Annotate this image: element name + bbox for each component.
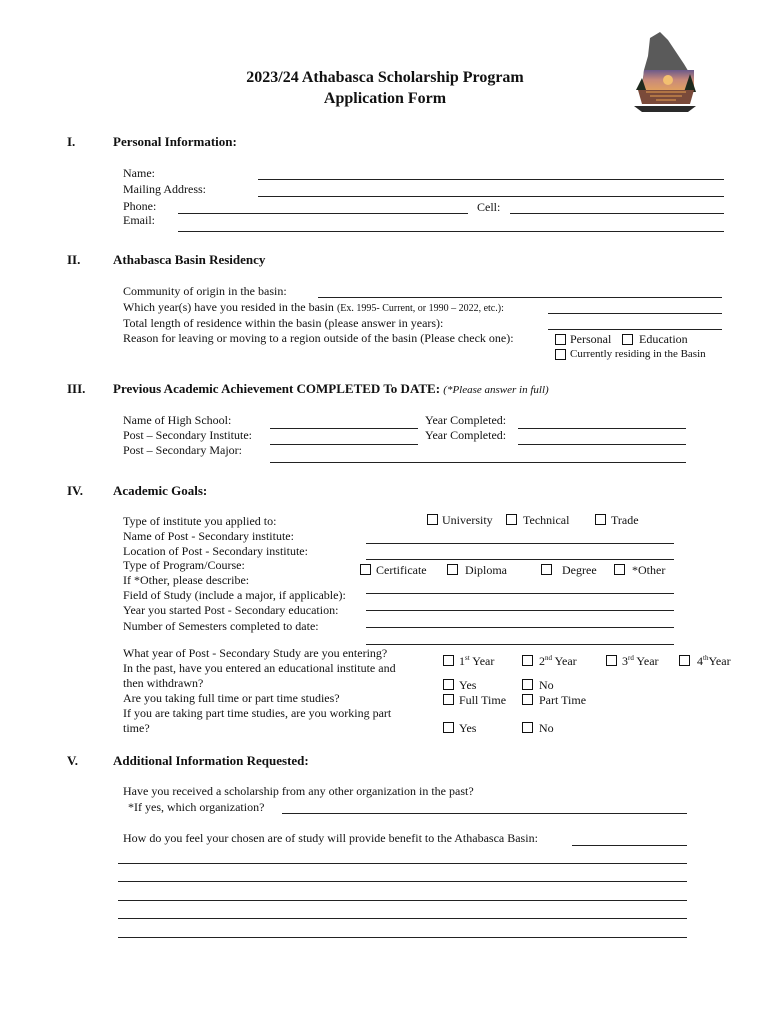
- withdrawn-yes-label: Yes: [459, 678, 477, 692]
- community-field[interactable]: [318, 297, 722, 298]
- form-title-line2: Application Form: [323, 90, 447, 107]
- section-4-number: IV.: [67, 483, 84, 498]
- year-2-label: 2nd Year: [539, 654, 577, 668]
- location-post-field[interactable]: [366, 559, 674, 560]
- trade-label: Trade: [611, 513, 639, 527]
- type-program-label: Type of Program/Course:: [123, 558, 245, 572]
- semesters-field[interactable]: [366, 627, 674, 628]
- benefit-field-line-2[interactable]: [118, 881, 687, 882]
- personal-label: Personal: [570, 332, 612, 346]
- degree-checkbox[interactable]: [541, 564, 552, 575]
- year-1-checkbox[interactable]: [443, 655, 454, 666]
- working-no-checkbox[interactable]: [522, 722, 533, 733]
- section-1-title: Personal Information:: [113, 134, 237, 149]
- full-part-label: Are you taking full time or part time studies?: [123, 691, 340, 705]
- year-completed-2-field[interactable]: [518, 444, 686, 445]
- full-time-label: Full Time: [459, 693, 507, 707]
- name-label: Name:: [123, 166, 155, 180]
- high-school-field[interactable]: [270, 428, 418, 429]
- working-yes-label: Yes: [459, 721, 477, 735]
- year-3-checkbox[interactable]: [606, 655, 617, 666]
- certificate-checkbox[interactable]: [360, 564, 371, 575]
- currently-residing-checkbox[interactable]: [555, 349, 566, 360]
- name-field[interactable]: [258, 179, 724, 180]
- part-time-checkbox[interactable]: [522, 694, 533, 705]
- email-label: Email:: [123, 213, 155, 227]
- year-4-label: 4thYear: [697, 654, 731, 668]
- other-checkbox[interactable]: [614, 564, 625, 575]
- phone-label: Phone:: [123, 199, 157, 213]
- post-institute-field[interactable]: [270, 444, 418, 445]
- year-started-field[interactable]: [366, 610, 674, 611]
- what-year-label: What year of Post - Secondary Study are you entering?: [123, 646, 388, 660]
- mailing-address-field[interactable]: [258, 196, 724, 197]
- certificate-label: Certificate: [376, 563, 427, 577]
- semesters-label: Number of Semesters completed to date:: [123, 619, 319, 633]
- year-completed-2-label: Year Completed:: [425, 428, 507, 442]
- technical-label: Technical: [523, 513, 570, 527]
- email-field[interactable]: [178, 231, 724, 232]
- benefit-field-line-3[interactable]: [118, 900, 687, 901]
- withdrawn-label-line1: In the past, have you entered an educational institute and: [123, 661, 396, 675]
- post-institute-label: Post – Secondary Institute:: [123, 428, 252, 442]
- year-started-label: Year you started Post - Secondary education:: [123, 603, 339, 617]
- year-completed-1-field[interactable]: [518, 428, 686, 429]
- benefit-field-line-1[interactable]: [118, 863, 687, 864]
- section-4-title: Academic Goals:: [113, 483, 208, 498]
- phone-field[interactable]: [178, 213, 468, 214]
- withdrawn-no-label: No: [539, 678, 554, 692]
- mailing-address-label: Mailing Address:: [123, 182, 206, 196]
- post-major-label: Post – Secondary Major:: [123, 443, 242, 457]
- section-5-title: Additional Information Requested:: [113, 753, 309, 768]
- benefit-field-line-5[interactable]: [118, 937, 687, 938]
- post-major-field[interactable]: [270, 462, 686, 463]
- diploma-label: Diploma: [465, 563, 507, 577]
- university-label: University: [442, 513, 493, 527]
- university-checkbox[interactable]: [427, 514, 438, 525]
- section-3-title: Previous Academic Achievement COMPLETED To DATE: (*Please answer in full): [113, 381, 549, 396]
- withdrawn-no-checkbox[interactable]: [522, 679, 533, 690]
- scholarship-question: Have you received a scholarship from any other organization in the past?: [123, 784, 474, 798]
- section-2-title: Athabasca Basin Residency: [113, 252, 266, 267]
- residence-length-label: Total length of residence within the basin (please answer in years):: [123, 316, 444, 330]
- years-resided-field[interactable]: [548, 313, 722, 314]
- cell-field[interactable]: [510, 213, 724, 214]
- other-describe-label: If *Other, please describe:: [123, 573, 250, 587]
- which-organization-label: *If yes, which organization?: [128, 800, 265, 814]
- form-title-line1: 2023/24 Athabasca Scholarship Program: [246, 69, 524, 86]
- section-3-number: III.: [67, 381, 86, 396]
- type-institute-label: Type of institute you applied to:: [123, 514, 277, 528]
- name-post-label: Name of Post - Secondary institute:: [123, 529, 294, 543]
- residence-length-field[interactable]: [548, 329, 722, 330]
- diploma-checkbox[interactable]: [447, 564, 458, 575]
- degree-label: Degree: [562, 563, 597, 577]
- reason-label: Reason for leaving or moving to a region outside of the basin (Please check one):: [123, 331, 514, 345]
- name-post-field[interactable]: [366, 543, 674, 544]
- withdrawn-yes-checkbox[interactable]: [443, 679, 454, 690]
- community-label: Community of origin in the basin:: [123, 284, 287, 298]
- year-3-label: 3rd Year: [622, 654, 659, 668]
- working-label-line2: time?: [123, 721, 150, 735]
- benefit-field-line-0[interactable]: [572, 845, 687, 846]
- location-post-label: Location of Post - Secondary institute:: [123, 544, 308, 558]
- personal-checkbox[interactable]: [555, 334, 566, 345]
- currently-residing-label: Currently residing in the Basin: [570, 348, 706, 360]
- year-1-label: 1st Year: [459, 654, 495, 668]
- year-completed-1-label: Year Completed:: [425, 413, 507, 427]
- other-label: *Other: [632, 563, 666, 577]
- part-time-label: Part Time: [539, 693, 587, 707]
- extra-field-line[interactable]: [366, 644, 674, 645]
- section-2-number: II.: [67, 252, 81, 267]
- working-label-line1: If you are taking part time studies, are you working part: [123, 706, 392, 720]
- education-label: Education: [639, 332, 688, 346]
- year-2-checkbox[interactable]: [522, 655, 533, 666]
- high-school-label: Name of High School:: [123, 413, 232, 427]
- field-study-field[interactable]: [366, 593, 674, 594]
- working-yes-checkbox[interactable]: [443, 722, 454, 733]
- cell-label: Cell:: [477, 200, 501, 214]
- working-no-label: No: [539, 721, 554, 735]
- benefit-question: How do you feel your chosen are of study will provide benefit to the Athabasca Basin:: [123, 831, 538, 845]
- field-study-label: Field of Study (include a major, if applicable):: [123, 588, 346, 602]
- section-5-number: V.: [67, 753, 78, 768]
- withdrawn-label-line2: then withdrawn?: [123, 676, 204, 690]
- technical-checkbox[interactable]: [506, 514, 517, 525]
- education-checkbox[interactable]: [622, 334, 633, 345]
- years-resided-label: Which year(s) have you resided in the basin (Ex. 1995- Current, or 1990 – 2022, etc.):: [123, 300, 504, 314]
- which-organization-field[interactable]: [282, 813, 687, 814]
- year-4-checkbox[interactable]: [679, 655, 690, 666]
- benefit-field-line-4[interactable]: [118, 918, 687, 919]
- full-time-checkbox[interactable]: [443, 694, 454, 705]
- trade-checkbox[interactable]: [595, 514, 606, 525]
- section-1-number: I.: [67, 134, 76, 149]
